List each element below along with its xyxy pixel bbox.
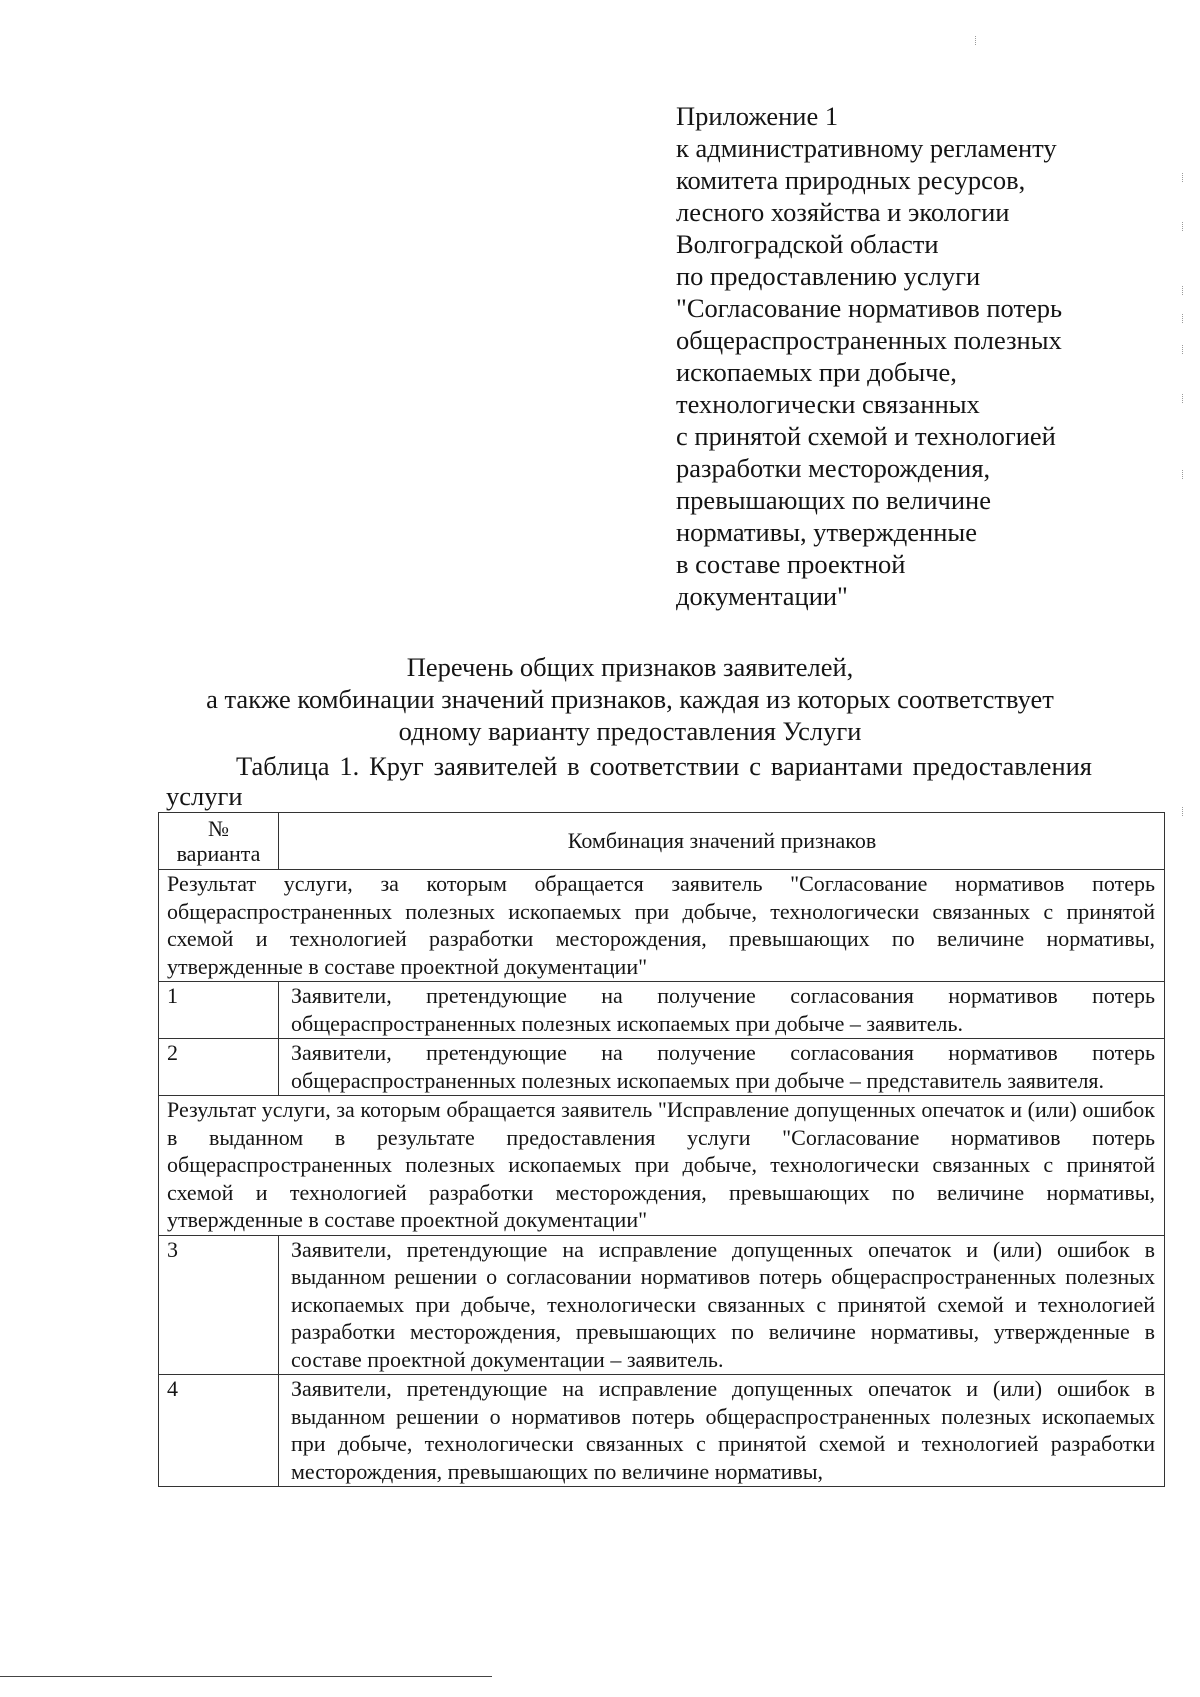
appendix-header: [676, 100, 1146, 612]
variant-description: Заявители, претендующие на исправление допущенных опечаток и (или) ошибок в выданном решении о согласовании нормативов потерь общераспространенных полезных ископаемых при добыче, технологически связанных с принятой схемой и технологией разработки месторождения, превышающих по величине нормативы, утвержденные в составе проектной документации – заявитель.: [279, 1235, 1165, 1375]
table-row: [159, 1235, 1165, 1375]
appendix-line: к административному регламенту: [676, 133, 1057, 163]
scan-mark: [1182, 173, 1186, 182]
variant-number: 3: [159, 1235, 279, 1375]
variant-description: Заявители, претендующие на исправление допущенных опечаток и (или) ошибок в выданном решении о нормативов потерь общераспространенных полезных ископаемых при добыче, технологически связанных с принятой схемой и технологией разработки месторождения, превышающих по величине нормативы,: [279, 1375, 1165, 1487]
appendix-line: документации": [676, 581, 848, 611]
variant-number-header-label: варианта: [176, 841, 261, 866]
result-group-row: [159, 1096, 1165, 1236]
title-line: одному варианту предоставления Услуги: [398, 716, 862, 746]
table-row: [159, 1039, 1165, 1096]
appendix-line: Волгоградской области: [676, 229, 939, 259]
appendix-line: по предоставлению услуги: [676, 261, 981, 291]
appendix-line: ископаемых при добыче,: [676, 357, 957, 387]
combination-header: Комбинация значений признаков: [279, 813, 1165, 870]
appendix-line: общераспространенных полезных: [676, 325, 1062, 355]
table-row: [159, 1375, 1165, 1487]
scan-mark: [1182, 314, 1186, 323]
variant-number-header: [159, 813, 279, 870]
appendix-line: лесного хозяйства и экологии: [676, 197, 1010, 227]
scan-mark: [975, 36, 979, 45]
variant-number: 1: [159, 982, 279, 1039]
scan-mark: [1182, 222, 1186, 231]
variant-number: 4: [159, 1375, 279, 1487]
title-line: а также комбинации значений признаков, каждая из которых соответствует: [206, 684, 1054, 714]
appendix-line: превышающих по величине: [676, 485, 991, 515]
appendix-line: комитета природных ресурсов,: [676, 165, 1026, 195]
title-line: Перечень общих признаков заявителей,: [406, 652, 854, 682]
appendix-line: нормативы, утвержденные: [676, 517, 977, 547]
scan-mark: [1182, 345, 1186, 354]
table-header-row: [159, 813, 1165, 870]
appendix-line: в составе проектной: [676, 549, 906, 579]
scan-edge-line: [0, 1676, 492, 1677]
result-group-text: Результат услуги, за которым обращается заявитель "Согласование нормативов потерь общераспространенных полезных ископаемых при добыче, технологически связанных с принятой схемой и технологией разработки месторождения, превышающих по величине нормативы, утвержденные в составе проектной документации": [159, 870, 1165, 982]
variant-description: Заявители, претендующие на получение согласования нормативов потерь общераспространенных полезных ископаемых при добыче – представитель заявителя.: [279, 1039, 1165, 1096]
scan-mark: [1182, 394, 1186, 403]
result-group-text: Результат услуги, за которым обращается заявитель "Исправление допущенных опечаток и (или) ошибок в выданном в результате предоставления услуги "Согласование нормативов потерь общераспространенных полезных ископаемых при добыче, технологически связанных с принятой схемой и технологией разработки месторождения, превышающих по величине нормативы, утвержденные в составе проектной документации": [159, 1096, 1165, 1236]
scan-mark: [1182, 807, 1186, 816]
variant-description: Заявители, претендующие на получение согласования нормативов потерь общераспространенных полезных ископаемых при добыче – заявитель.: [279, 982, 1165, 1039]
appendix-line: Приложение 1: [676, 101, 839, 131]
scan-mark: [1182, 286, 1186, 295]
table-caption: Таблица 1. Круг заявителей в соответствии с вариантами предоставления услуги: [166, 751, 1092, 811]
variant-number: 2: [159, 1039, 279, 1096]
variants-table: [158, 812, 1165, 1487]
appendix-line: технологически связанных: [676, 389, 980, 419]
table-row: [159, 982, 1165, 1039]
result-group-row: [159, 870, 1165, 982]
scan-mark: [1182, 470, 1186, 479]
appendix-line: "Согласование нормативов потерь: [676, 293, 1063, 323]
appendix-line: с принятой схемой и технологией: [676, 421, 1056, 451]
appendix-line: разработки месторождения,: [676, 453, 991, 483]
document-title: [150, 651, 1110, 747]
variant-number-header-symbol: №: [208, 816, 229, 841]
